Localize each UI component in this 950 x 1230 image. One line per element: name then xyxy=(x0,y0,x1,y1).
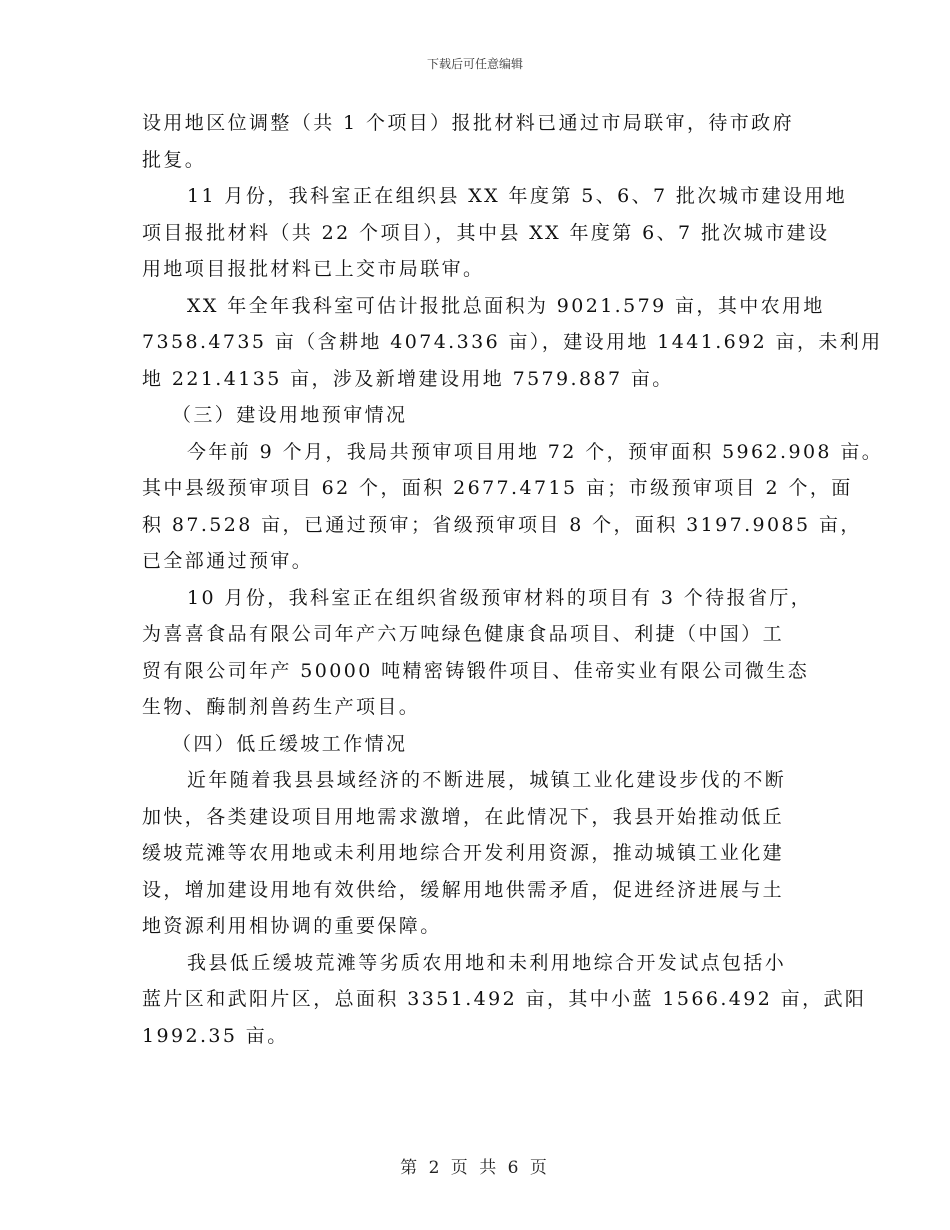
paragraph-start: 今年前 9 个月，我局共预审项目用地 72 个，预审面积 5962.908 亩。 xyxy=(187,440,884,463)
text-line: 地 221.4135 亩，涉及新增建设用地 7579.887 亩。 xyxy=(142,367,674,390)
text-line: 贸有限公司年产 50000 吨精密铸锻件项目、佳帝实业有限公司微生态 xyxy=(142,659,810,682)
document-body xyxy=(142,105,884,1054)
text-line: 已全部通过预审。 xyxy=(142,550,314,572)
text-line: 项目报批材料（共 22 个项目），其中县 XX 年度第 6、7 批次城市建设 xyxy=(142,221,830,244)
page-number: 第 2 页 共 6 页 xyxy=(400,1158,550,1178)
text-line: 蓝片区和武阳片区，总面积 3351.492 亩，其中小蓝 1566.492 亩，武阳 xyxy=(142,988,867,1010)
paragraph-start: 10 月份，我科室正在组织省级预审材料的项目有 3 个待报省厅， xyxy=(187,586,813,609)
text-line: 设用地区位调整（共 1 个项目）报批材料已通过市局联审，待市政府 xyxy=(142,112,794,134)
text-line: 积 87.528 亩，已通过预审；省级预审项目 8 个，面积 3197.9085 亩， xyxy=(142,513,862,536)
text-line: 设，增加建设用地有效供给，缓解用地供需矛盾，促进经济进展与土 xyxy=(142,878,785,901)
paragraph-start: XX 年全年我科室可估计报批总面积为 9021.579 亩，其中农用地 xyxy=(187,294,825,317)
paragraph-start: 近年随着我县县域经济的不断进展，城镇工业化建设步伐的不断 xyxy=(187,769,787,791)
page-header: 下载后可任意编辑 xyxy=(426,57,523,71)
text-line: 地资源利用相协调的重要保障。 xyxy=(142,915,442,937)
text-line: 批复。 xyxy=(142,148,207,171)
section-heading: （三）建设用地预审情况 xyxy=(172,404,408,426)
text-line: 生物、酶制剂兽药生产项目。 xyxy=(142,696,421,718)
text-line: 7358.4735 亩（含耕地 4074.336 亩），建设用地 1441.692 亩，未利用 xyxy=(142,331,883,353)
text-line: 其中县级预审项目 62 个，面积 2677.4715 亩；市级预审项目 2 个，面 xyxy=(142,477,853,499)
text-line: 用地项目报批材料已上交市局联审。 xyxy=(142,258,485,280)
section-heading: （四）低丘缓坡工作情况 xyxy=(172,732,408,755)
paragraph-start: 我县低丘缓坡荒滩等劣质农用地和未利用地综合开发试点包括小 xyxy=(187,951,787,974)
text-line: 为喜喜食品有限公司年产六万吨绿色健康食品项目、利捷（中国）工 xyxy=(142,623,785,645)
text-line: 缓坡荒滩等农用地或未利用地综合开发利用资源，推动城镇工业化建 xyxy=(142,842,785,864)
text-line: 1992.35 亩。 xyxy=(142,1024,289,1047)
text-line: 加快，各类建设项目用地需求激增，在此情况下，我县开始推动低丘 xyxy=(142,805,785,828)
paragraph-start: 11 月份，我科室正在组织县 XX 年度第 5、6、7 批次城市建设用地 xyxy=(187,185,848,207)
